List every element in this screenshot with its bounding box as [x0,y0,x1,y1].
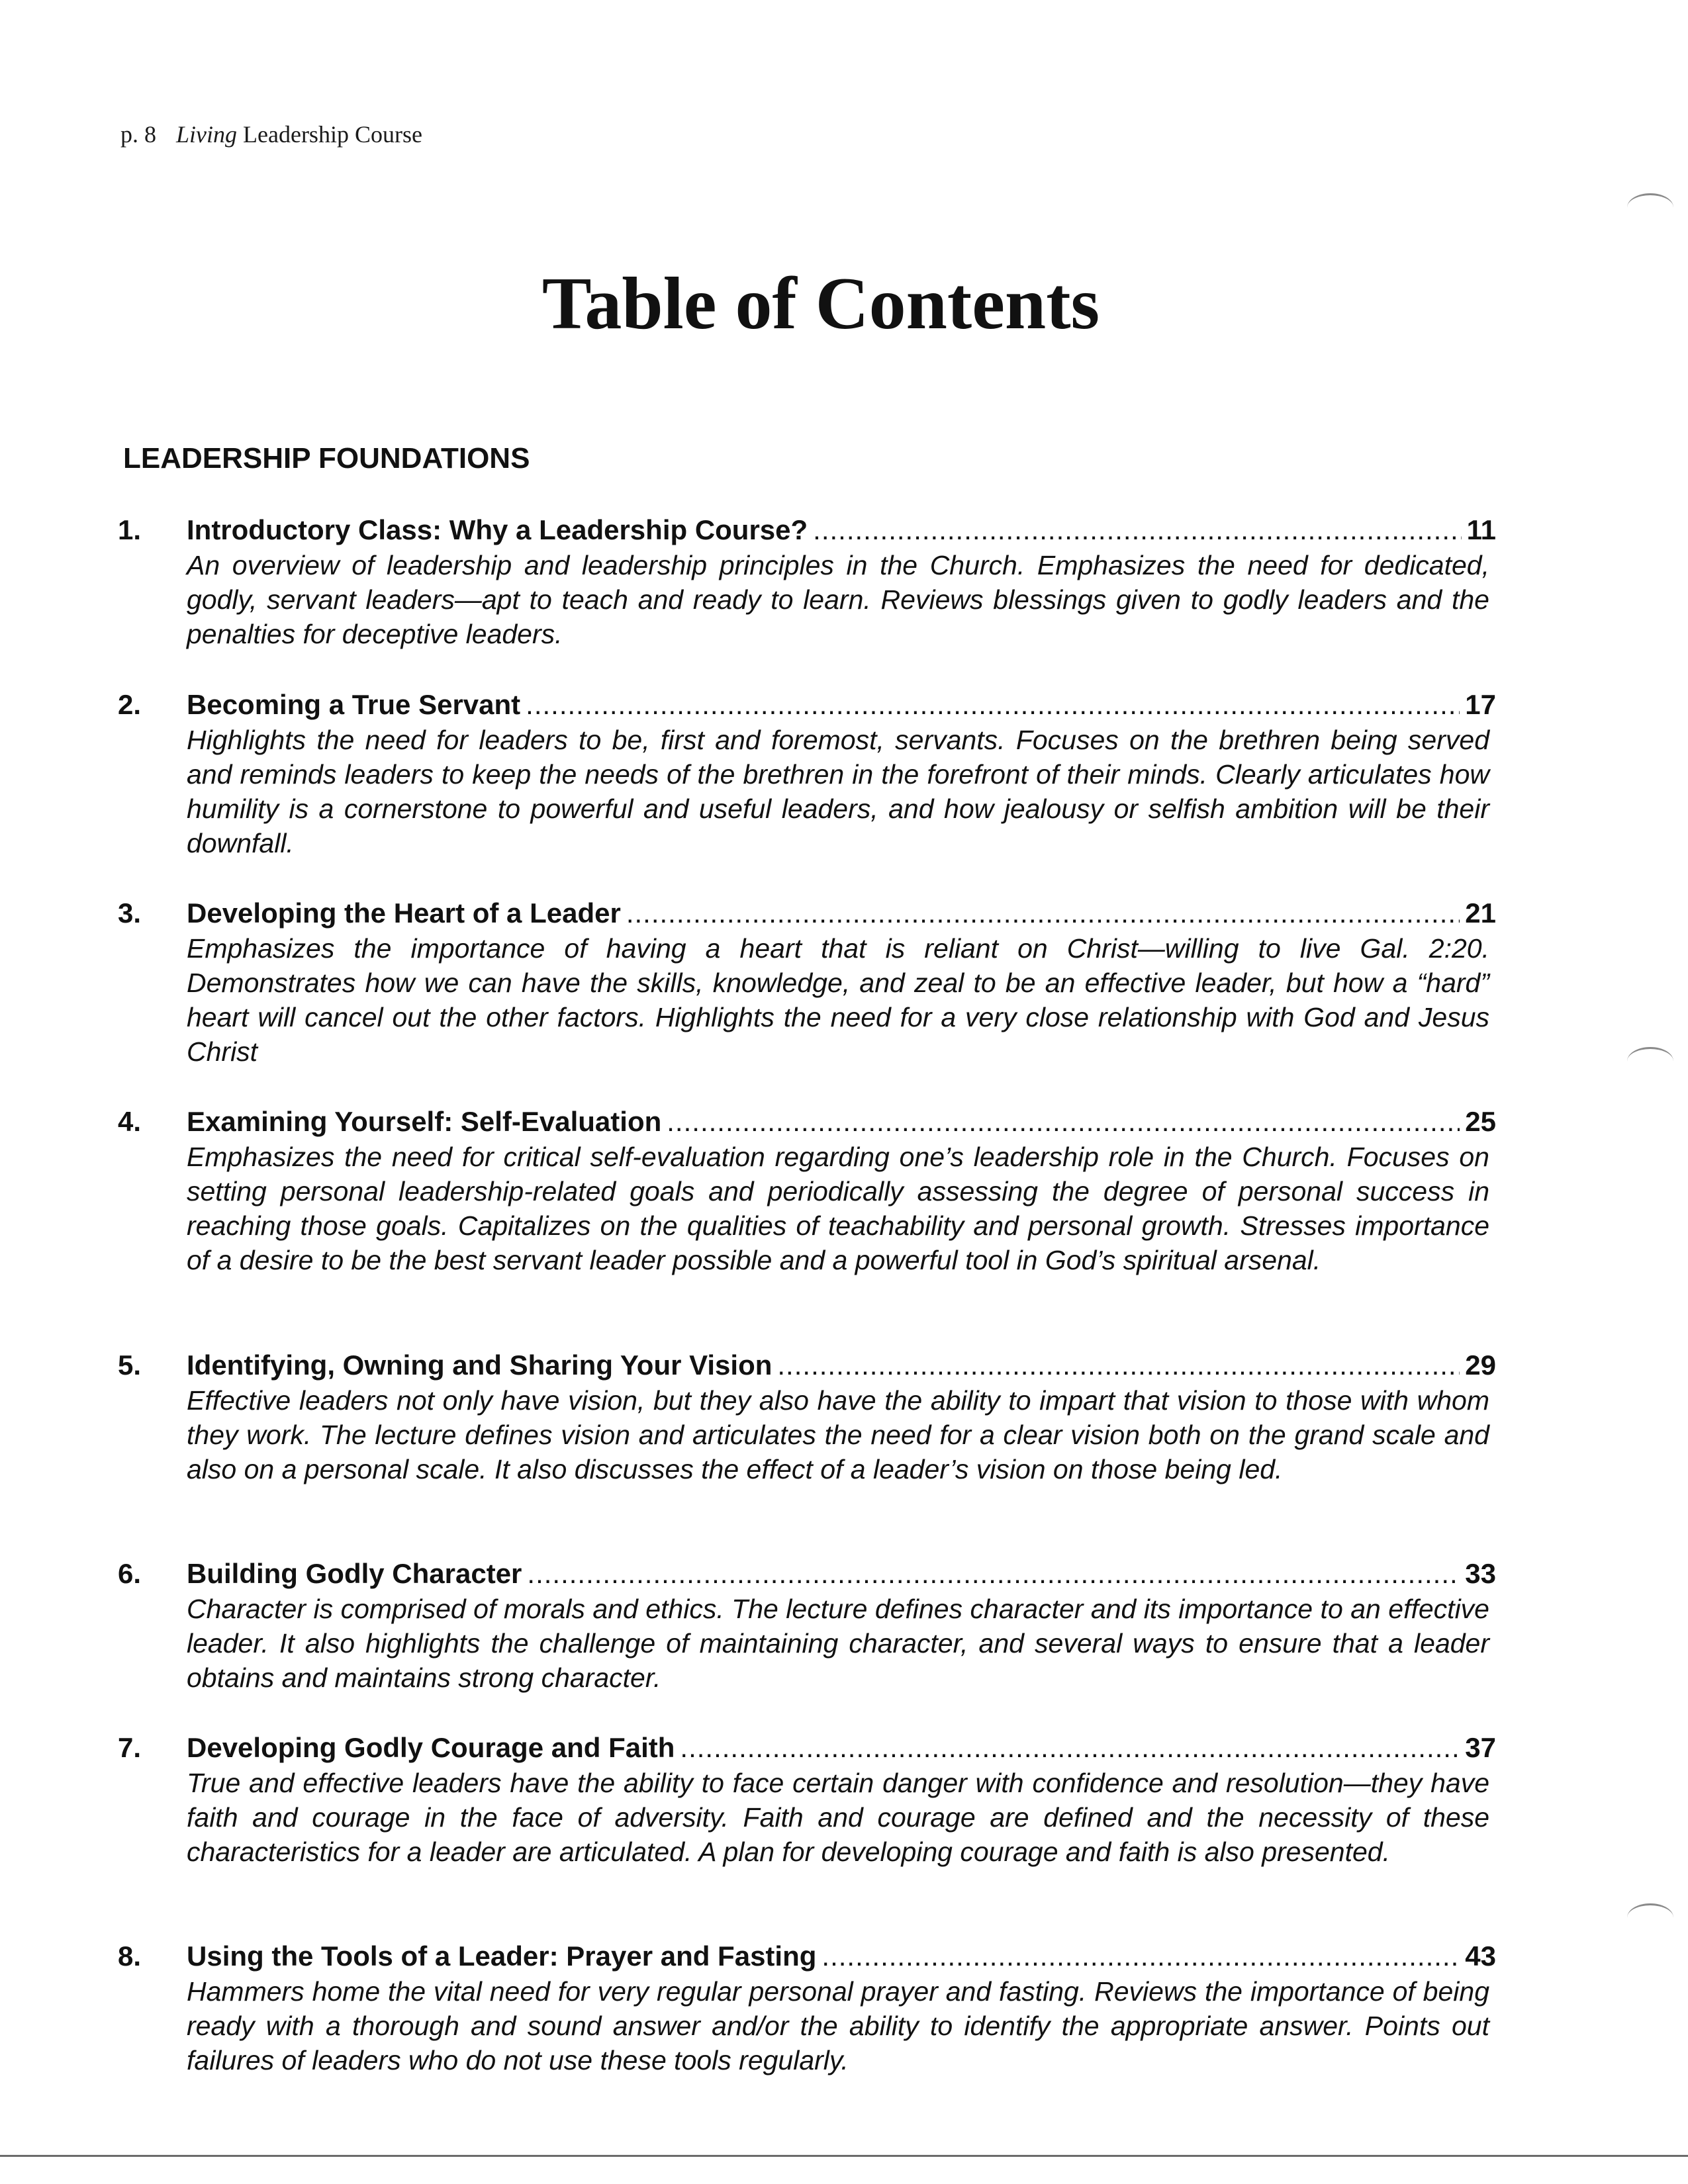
toc-entry-number: 2. [118,689,142,720]
toc-entry-page: 33 [1465,1558,1496,1589]
toc-entry-number: 5. [118,1349,142,1381]
toc-entry-heading[interactable] [118,1726,1496,1766]
toc-entry [118,1934,1496,2077]
toc-entry-heading[interactable] [118,891,1496,931]
toc-entry-heading[interactable] [118,1552,1496,1592]
toc-entry-description: Emphasizes the importance of having a heart that is reliant on Christ—willing to live Gal. 2:20. Demonstrates how we can have the skills, knowledge, and zeal to be an effective leader, but how a “hard” heart will cancel out the other factors. Highlights the need for a very close relationship with God and Jesus Christ [187,933,1489,1067]
header-course-rest: Leadership Course [237,121,422,148]
toc-entry-title: Developing Godly Courage and Faith [187,1732,675,1763]
toc-entry-description: Highlights the need for leaders to be, first and foremost, servants. Focuses on the brethren being served and reminds leaders to keep the needs of the brethren in the forefront of their minds. Clearly articulates how humility is a cornerstone to powerful and useful leaders, and how jealousy or selfish ambition will be their downfall. [187,725,1489,858]
toc-entry [118,1726,1496,1869]
toc-entry-number: 7. [118,1732,142,1763]
toc-entry-heading[interactable] [118,1343,1496,1383]
toc-entry-page: 29 [1465,1349,1496,1381]
toc-entry-description: True and effective leaders have the ability to face certain danger with confidence and resolution—they have faith and courage in the face of adversity. Faith and courage are defined and the necessity of these characteristics for a leader are articulated. A plan for developing courage and faith is also presented. [187,1768,1489,1867]
dot-leader [526,687,1460,723]
toc-entry-title: Using the Tools of a Leader: Prayer and Fasting [187,1940,817,1972]
scan-edge-mark [1627,193,1673,222]
toc-entry [118,683,1496,860]
toc-entry-page: 25 [1465,1106,1496,1137]
toc-entry-heading[interactable] [118,683,1496,723]
header-page-number: p. 8 [120,121,156,148]
toc-entry-description: An overview of leadership and leadership principles in the Church. Emphasizes the need for dedicated, godly, servant leaders—apt to teach and ready to learn. Reviews blessings given to godly leaders and the penalties for deceptive leaders. [187,550,1489,649]
toc-entry-page: 11 [1466,514,1496,545]
toc-entry-page: 37 [1465,1732,1496,1763]
toc-entry-title: Building Godly Character [187,1558,522,1589]
toc-entry-page: 17 [1465,689,1496,720]
toc-entry-description: Character is comprised of morals and ethics. The lecture defines character and its importance to an effective leader. It also highlights the challenge of maintaining character, and several ways to ensure that a leader obtains and maintains strong character. [187,1594,1489,1693]
section-heading: LEADERSHIP FOUNDATIONS [123,442,530,475]
toc-entry-title: Developing the Heart of a Leader [187,897,621,929]
page-title: Table of Contents [541,263,1100,345]
toc-entry-number: 8. [118,1940,142,1972]
toc-entry [118,1343,1496,1486]
toc-entry [118,508,1496,651]
dot-leader [821,1938,1460,1974]
scan-edge-mark [1627,1903,1673,1932]
toc-entry-page: 43 [1465,1940,1496,1972]
toc-entry-title: Identifying, Owning and Sharing Your Vision [187,1349,773,1381]
toc-entry-description: Emphasizes the need for critical self-evaluation regarding one’s leadership role in the Church. Focuses on setting personal leadership-related goals and periodically assessing the degree of personal success in reaching those goals. Capitalizes on the qualities of teachability and personal growth. Stresses importance of a desire to be the best servant leader possible and a powerful tool in God’s spiritual arsenal. [187,1142,1489,1275]
toc-entry-number: 3. [118,897,142,929]
dot-leader [777,1347,1460,1383]
dot-leader [527,1556,1460,1592]
dot-leader [626,895,1460,931]
toc-entry-heading[interactable] [118,508,1496,548]
running-header [120,120,422,148]
header-course-italic: Living [176,121,238,148]
toc-entry-number: 1. [118,514,142,545]
toc-entry-number: 4. [118,1106,142,1137]
dot-leader [813,512,1461,548]
toc-entry-heading[interactable] [118,1100,1496,1140]
toc-entry-number: 6. [118,1558,142,1589]
toc-entry-title: Becoming a True Servant [187,689,521,720]
toc-entry [118,891,1496,1069]
toc-entry-description: Hammers home the vital need for very regular personal prayer and fasting. Reviews the importance of being ready with a thorough and sound answer and/or the ability to identify the appropriate answer. Points out failures of leaders who do not use these tools regularly. [187,1976,1489,2075]
scan-bottom-line [0,2155,1688,2157]
scan-edge-mark [1627,1047,1673,1075]
toc-entry-heading[interactable] [118,1934,1496,1974]
toc-entry-page: 21 [1465,897,1496,929]
toc-entry-title: Examining Yourself: Self-Evaluation [187,1106,662,1137]
toc-entry-title: Introductory Class: Why a Leadership Course? [187,514,808,545]
dot-leader [667,1104,1460,1140]
toc-entry [118,1100,1496,1277]
dot-leader [680,1730,1460,1766]
toc-entry [118,1552,1496,1695]
toc-entry-description: Effective leaders not only have vision, but they also have the ability to impart that vision to those with whom they work. The lecture defines vision and articulates the need for a clear vision both on the grand scale and also on a personal scale. It also discusses the effect of a leader’s vision on those being led. [187,1385,1489,1484]
